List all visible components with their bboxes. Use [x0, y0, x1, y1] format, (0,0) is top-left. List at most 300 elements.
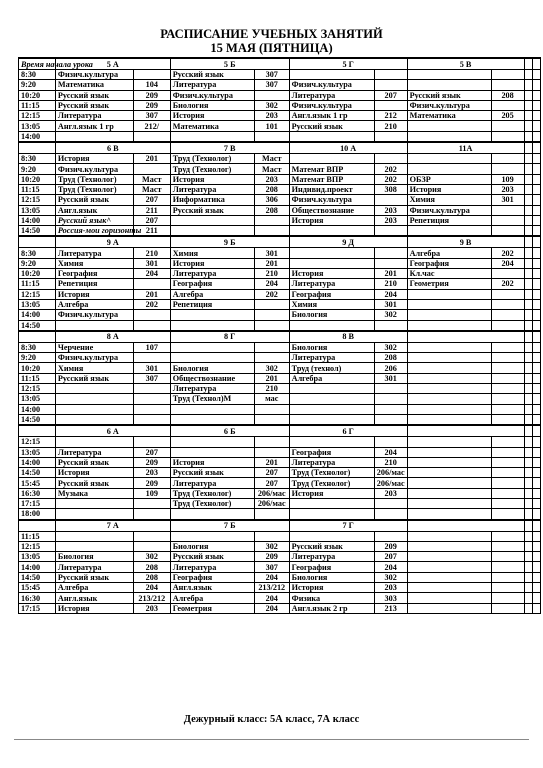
- section-header-row: [19, 58, 541, 70]
- empty-cell: [532, 572, 540, 582]
- subject-cell: [407, 299, 491, 309]
- room-cell: [133, 384, 170, 394]
- empty-cell: [532, 142, 540, 154]
- subject-cell: Россия-мои горизонты: [55, 226, 133, 237]
- subject-cell: Алгебра: [170, 289, 254, 299]
- lesson-time: 16:30: [19, 593, 56, 603]
- room-cell: 109: [133, 488, 170, 498]
- empty-cell: [524, 425, 532, 437]
- room-cell: 210: [374, 121, 407, 131]
- subject-cell: Англ.язык: [170, 583, 254, 593]
- lesson-time: 9:20: [19, 258, 56, 268]
- room-cell: [254, 131, 289, 142]
- subject-cell: [407, 541, 491, 551]
- subject-cell: [55, 384, 133, 394]
- subject-cell: [55, 541, 133, 551]
- lesson-row: [19, 342, 541, 352]
- room-cell: [491, 353, 524, 363]
- subject-cell: [170, 342, 254, 352]
- subject-cell: [407, 498, 491, 508]
- class-name-header: 7 Б: [170, 520, 289, 532]
- subject-cell: Русский язык: [289, 541, 374, 551]
- room-cell: [491, 583, 524, 593]
- lesson-time: 10:20: [19, 363, 56, 373]
- subject-cell: [289, 70, 374, 80]
- subject-cell: [289, 531, 374, 541]
- subject-cell: [289, 258, 374, 268]
- subject-cell: История: [55, 603, 133, 613]
- room-cell: [133, 310, 170, 320]
- subject-cell: [170, 404, 254, 414]
- lesson-row: [19, 488, 541, 498]
- room-cell: [491, 531, 524, 541]
- room-cell: [491, 164, 524, 174]
- room-cell: [254, 414, 289, 425]
- subject-cell: География: [170, 572, 254, 582]
- class-name-header: 11А: [407, 142, 524, 154]
- room-cell: 203: [374, 583, 407, 593]
- room-cell: 207: [133, 215, 170, 225]
- subject-cell: История: [289, 269, 374, 279]
- lesson-row: [19, 394, 541, 404]
- subject-cell: Литература: [289, 457, 374, 467]
- room-cell: [491, 593, 524, 603]
- room-cell: [491, 70, 524, 80]
- room-cell: [133, 541, 170, 551]
- room-cell: 204: [374, 447, 407, 457]
- subject-cell: История: [289, 215, 374, 225]
- room-cell: [133, 131, 170, 142]
- empty-cell: [532, 531, 540, 541]
- room-cell: 210: [374, 279, 407, 289]
- subject-cell: Русский язык: [407, 90, 491, 100]
- lesson-row: [19, 90, 541, 100]
- subject-cell: Литература: [170, 478, 254, 488]
- subject-cell: Алгебра: [289, 373, 374, 383]
- subject-cell: Математ ВПР: [289, 174, 374, 184]
- subject-cell: [407, 468, 491, 478]
- subject-cell: История: [55, 154, 133, 164]
- lesson-row: [19, 552, 541, 562]
- subject-cell: Математика: [55, 80, 133, 90]
- room-cell: 207: [254, 468, 289, 478]
- room-cell: [133, 320, 170, 331]
- room-cell: 204: [254, 603, 289, 613]
- lesson-row: [19, 121, 541, 131]
- room-cell: [374, 195, 407, 205]
- empty-cell: [532, 394, 540, 404]
- duty-class-note: Дежурный класс: 5А класс, 7А класс: [183, 714, 360, 725]
- subject-cell: Алгебра: [55, 583, 133, 593]
- subject-cell: [170, 131, 254, 142]
- empty-cell: [532, 164, 540, 174]
- subject-cell: Физич.культура: [55, 70, 133, 80]
- empty-cell: [524, 457, 532, 467]
- room-cell: [254, 90, 289, 100]
- room-cell: 202: [133, 299, 170, 309]
- empty-cell: [532, 478, 540, 488]
- empty-cell: [532, 603, 540, 613]
- empty-cell: [524, 562, 532, 572]
- subject-cell: Репетиция: [55, 279, 133, 289]
- empty-cell: [524, 279, 532, 289]
- lesson-time: 8:30: [19, 154, 56, 164]
- empty-cell: [524, 142, 532, 154]
- subject-cell: [55, 394, 133, 404]
- room-cell: 204: [491, 258, 524, 268]
- empty-cell: [532, 384, 540, 394]
- subject-cell: [407, 478, 491, 488]
- lesson-time: 11:15: [19, 279, 56, 289]
- empty-cell: [524, 184, 532, 194]
- subject-cell: [407, 131, 491, 142]
- lesson-time: 14:00: [19, 457, 56, 467]
- lesson-time: 13:05: [19, 394, 56, 404]
- subject-cell: [289, 404, 374, 414]
- lesson-time: 13:05: [19, 552, 56, 562]
- room-cell: 209: [254, 552, 289, 562]
- room-cell: 307: [133, 373, 170, 383]
- subject-cell: [407, 353, 491, 363]
- room-cell: [374, 248, 407, 258]
- subject-cell: [407, 154, 491, 164]
- room-cell: 306: [254, 195, 289, 205]
- lesson-row: [19, 531, 541, 541]
- subject-cell: [289, 414, 374, 425]
- room-cell: [133, 70, 170, 80]
- empty-cell: [524, 583, 532, 593]
- subject-cell: Химия: [407, 195, 491, 205]
- lesson-time: 11:15: [19, 184, 56, 194]
- subject-cell: Физич.культура: [289, 195, 374, 205]
- room-cell: 208: [254, 184, 289, 194]
- room-cell: 302: [374, 342, 407, 352]
- lesson-row: [19, 289, 541, 299]
- lesson-time: 17:15: [19, 498, 56, 508]
- room-cell: [491, 131, 524, 142]
- class-name-header: 5 Б: [170, 58, 289, 70]
- room-cell: [133, 394, 170, 404]
- lesson-row: [19, 572, 541, 582]
- room-cell: 203: [374, 205, 407, 215]
- class-name-header: [407, 520, 524, 532]
- empty-cell: [524, 215, 532, 225]
- empty-cell: [524, 195, 532, 205]
- empty-cell: [524, 310, 532, 320]
- room-cell: 201: [133, 289, 170, 299]
- room-cell: [491, 215, 524, 225]
- lesson-time: 14:00: [19, 404, 56, 414]
- class-name-header: 5 А: [55, 58, 170, 70]
- lesson-time: 12:15: [19, 289, 56, 299]
- room-cell: [254, 342, 289, 352]
- lesson-row: [19, 279, 541, 289]
- subject-cell: Биология: [289, 572, 374, 582]
- class-name-header: 7 А: [55, 520, 170, 532]
- empty-cell: [532, 310, 540, 320]
- lesson-time: 14:00: [19, 131, 56, 142]
- empty-cell: [524, 498, 532, 508]
- room-cell: 307: [254, 562, 289, 572]
- room-cell: [491, 80, 524, 90]
- lesson-time: 14:50: [19, 572, 56, 582]
- subject-cell: Математика: [407, 111, 491, 121]
- empty-cell: [532, 184, 540, 194]
- subject-cell: Информатика: [170, 195, 254, 205]
- room-cell: 302: [374, 572, 407, 582]
- subject-cell: Геометрия: [170, 603, 254, 613]
- lesson-row: [19, 310, 541, 320]
- lesson-time: 11:15: [19, 531, 56, 541]
- empty-cell: [532, 226, 540, 237]
- room-cell: 201: [254, 373, 289, 383]
- subject-cell: Физич.культура: [55, 310, 133, 320]
- subject-cell: [170, 414, 254, 425]
- empty-cell: [524, 174, 532, 184]
- subject-cell: Биология: [170, 363, 254, 373]
- lesson-row: [19, 111, 541, 121]
- subject-cell: [170, 437, 254, 447]
- room-cell: [133, 353, 170, 363]
- subject-cell: [55, 131, 133, 142]
- empty-cell: [524, 331, 532, 343]
- empty-cell: [532, 373, 540, 383]
- room-cell: 209: [374, 541, 407, 551]
- room-cell: 212: [374, 111, 407, 121]
- room-cell: 302: [254, 100, 289, 110]
- room-cell: [254, 437, 289, 447]
- lesson-time: 10:20: [19, 90, 56, 100]
- room-cell: [374, 437, 407, 447]
- section-header-row: [19, 142, 541, 154]
- subject-cell: Литература: [170, 384, 254, 394]
- subject-cell: Физич.культура: [55, 353, 133, 363]
- room-cell: [133, 437, 170, 447]
- lesson-time: 12:15: [19, 541, 56, 551]
- class-name-header: [407, 331, 524, 343]
- subject-cell: Русский язык: [55, 100, 133, 110]
- room-cell: 212/: [133, 121, 170, 131]
- subject-cell: Физич.культура: [289, 80, 374, 90]
- time-column-header: Время начала урока: [19, 58, 56, 70]
- subject-cell: [407, 531, 491, 541]
- subject-cell: Биология: [289, 310, 374, 320]
- room-cell: 202: [374, 174, 407, 184]
- empty-cell: [524, 164, 532, 174]
- empty-cell: [532, 111, 540, 121]
- subject-cell: Химия: [55, 363, 133, 373]
- empty-cell: [532, 447, 540, 457]
- subject-cell: Физич.культура: [407, 205, 491, 215]
- subject-cell: [289, 248, 374, 258]
- room-cell: [133, 404, 170, 414]
- lesson-time: 15:45: [19, 583, 56, 593]
- section-header-row: [19, 425, 541, 437]
- subject-cell: [407, 404, 491, 414]
- subject-cell: ОБЗР: [407, 174, 491, 184]
- subject-cell: [407, 447, 491, 457]
- subject-cell: Литература: [170, 80, 254, 90]
- lesson-time: 13:05: [19, 299, 56, 309]
- lesson-time: 14:00: [19, 562, 56, 572]
- subject-cell: Русский язык: [55, 457, 133, 467]
- room-cell: 201: [374, 269, 407, 279]
- subject-cell: [407, 363, 491, 373]
- room-cell: 206: [374, 363, 407, 373]
- subject-cell: Физика: [289, 593, 374, 603]
- subject-cell: География: [289, 289, 374, 299]
- section-header-row: [19, 331, 541, 343]
- subject-cell: Русский язык: [55, 90, 133, 100]
- room-cell: 203: [254, 111, 289, 121]
- subject-cell: Труд (Технолог): [55, 184, 133, 194]
- subject-cell: [407, 488, 491, 498]
- subject-cell: [170, 531, 254, 541]
- lesson-time: 15:45: [19, 478, 56, 488]
- empty-cell: [524, 520, 532, 532]
- subject-cell: [407, 457, 491, 467]
- empty-cell: [532, 269, 540, 279]
- subject-cell: Русский язык: [170, 552, 254, 562]
- subject-cell: Химия: [170, 248, 254, 258]
- lesson-time: 8:30: [19, 342, 56, 352]
- subject-cell: Русский язык^: [55, 215, 133, 225]
- room-cell: Маст: [133, 184, 170, 194]
- room-cell: 204: [374, 289, 407, 299]
- subject-cell: Русский язык: [170, 205, 254, 215]
- room-cell: [374, 384, 407, 394]
- subject-cell: Биология: [170, 541, 254, 551]
- room-cell: [491, 154, 524, 164]
- subject-cell: Биология: [289, 342, 374, 352]
- empty-cell: [524, 509, 532, 520]
- lesson-time: 8:30: [19, 248, 56, 258]
- subject-cell: Черчение: [55, 342, 133, 352]
- empty-cell: [532, 236, 540, 248]
- room-cell: [374, 226, 407, 237]
- room-cell: 206/мас: [374, 478, 407, 488]
- subject-cell: История: [170, 258, 254, 268]
- class-name-header: 9 А: [55, 236, 170, 248]
- empty-cell: [524, 603, 532, 613]
- room-cell: 209: [133, 478, 170, 488]
- room-cell: 201: [254, 258, 289, 268]
- subject-cell: [407, 593, 491, 603]
- subject-cell: Литература: [289, 353, 374, 363]
- empty-cell: [524, 258, 532, 268]
- lesson-row: [19, 195, 541, 205]
- room-cell: 203: [491, 184, 524, 194]
- room-cell: 209: [133, 90, 170, 100]
- lesson-time: 8:30: [19, 70, 56, 80]
- empty-cell: [532, 299, 540, 309]
- subject-cell: Русский язык: [55, 373, 133, 383]
- room-cell: [374, 258, 407, 268]
- lesson-time: 14:00: [19, 310, 56, 320]
- lesson-row: [19, 70, 541, 80]
- lesson-time: 11:15: [19, 373, 56, 383]
- subject-cell: Труд (Технолог): [170, 154, 254, 164]
- header-time-cell: [19, 425, 56, 437]
- class-name-header: 5 Г: [289, 58, 407, 70]
- empty-cell: [524, 269, 532, 279]
- room-cell: 202: [491, 248, 524, 258]
- subject-cell: Физич.культура: [407, 100, 491, 110]
- room-cell: 302: [133, 552, 170, 562]
- lesson-row: [19, 154, 541, 164]
- class-name-header: 8 А: [55, 331, 170, 343]
- empty-cell: [532, 58, 540, 70]
- room-cell: [254, 215, 289, 225]
- lesson-time: 14:00: [19, 215, 56, 225]
- lesson-time: 14:50: [19, 414, 56, 425]
- room-cell: [374, 394, 407, 404]
- header-time-cell: [19, 236, 56, 248]
- subject-cell: География: [407, 258, 491, 268]
- subject-cell: [407, 394, 491, 404]
- room-cell: 213/212: [133, 593, 170, 603]
- empty-cell: [524, 320, 532, 331]
- lesson-time: 17:15: [19, 603, 56, 613]
- subject-cell: [170, 353, 254, 363]
- subject-cell: География: [55, 269, 133, 279]
- schedule-table: [18, 57, 541, 614]
- room-cell: 301: [491, 195, 524, 205]
- room-cell: [491, 404, 524, 414]
- lesson-row: [19, 363, 541, 373]
- lesson-row: [19, 437, 541, 447]
- empty-cell: [524, 236, 532, 248]
- room-cell: 210: [254, 384, 289, 394]
- room-cell: 104: [133, 80, 170, 90]
- subject-cell: [407, 80, 491, 90]
- subject-cell: Обществознание: [170, 373, 254, 383]
- lesson-time: 11:15: [19, 100, 56, 110]
- subject-cell: [289, 437, 374, 447]
- subject-cell: Русский язык: [170, 70, 254, 80]
- room-cell: [491, 121, 524, 131]
- subject-cell: Литература: [289, 279, 374, 289]
- room-cell: [491, 100, 524, 110]
- subject-cell: География: [289, 562, 374, 572]
- subject-cell: [407, 164, 491, 174]
- lesson-row: [19, 562, 541, 572]
- lesson-time: 12:15: [19, 111, 56, 121]
- lesson-time: 13:05: [19, 121, 56, 131]
- lesson-row: [19, 404, 541, 414]
- subject-cell: Труд (Технолог): [170, 498, 254, 508]
- empty-cell: [532, 404, 540, 414]
- lesson-row: [19, 468, 541, 478]
- subject-cell: [289, 154, 374, 164]
- lesson-row: [19, 509, 541, 520]
- empty-cell: [532, 552, 540, 562]
- subject-cell: [407, 603, 491, 613]
- lesson-row: [19, 269, 541, 279]
- class-name-header: 10 А: [289, 142, 407, 154]
- room-cell: 302: [254, 541, 289, 551]
- room-cell: 205: [491, 111, 524, 121]
- subject-cell: Труд (Технол)М: [170, 394, 254, 404]
- empty-cell: [524, 363, 532, 373]
- room-cell: [491, 572, 524, 582]
- subject-cell: [289, 509, 374, 520]
- lesson-row: [19, 215, 541, 225]
- empty-cell: [524, 90, 532, 100]
- empty-cell: [524, 353, 532, 363]
- room-cell: [254, 310, 289, 320]
- bottom-rule: [14, 739, 529, 740]
